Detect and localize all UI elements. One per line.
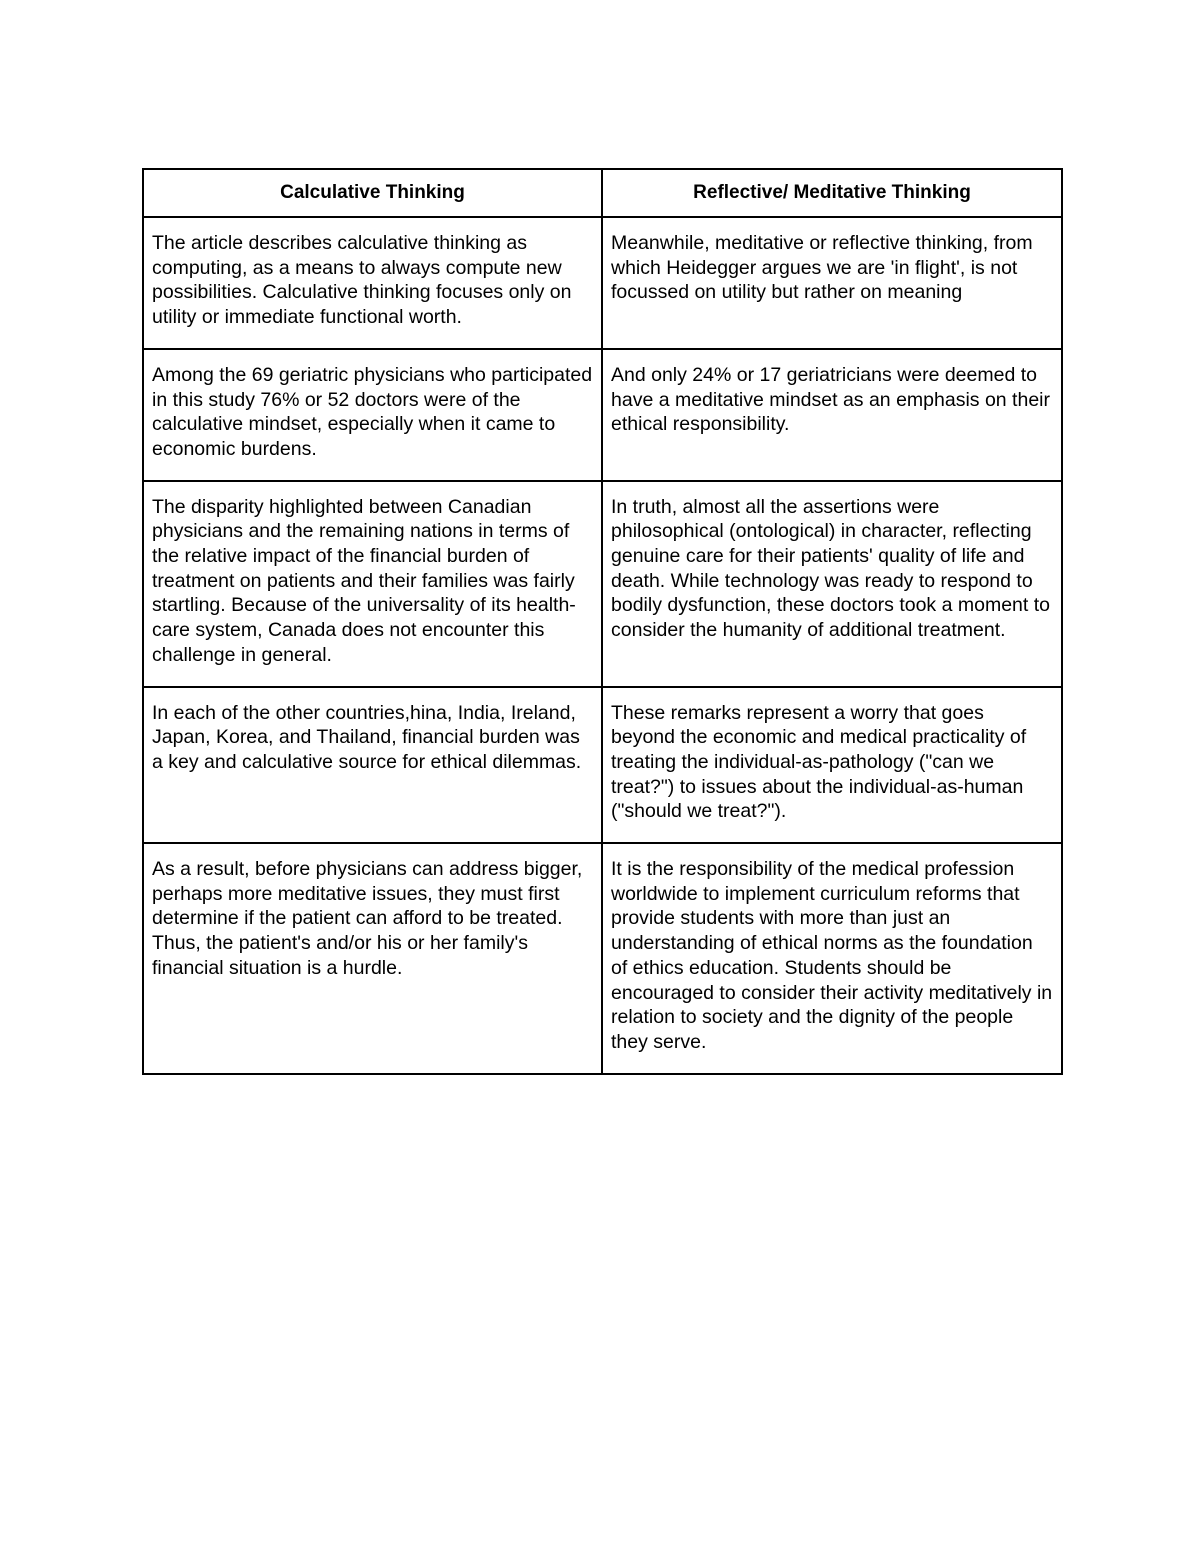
reflective-cell: Meanwhile, meditative or reflective thinking, from which Heidegger argues we are 'in flight', is not focussed on utility but rather on meaning — [602, 217, 1062, 349]
reflective-cell: And only 24% or 17 geriatricians were deemed to have a meditative mindset as an emphasis on their ethical responsibility. — [602, 349, 1062, 481]
reflective-cell: It is the responsibility of the medical profession worldwide to implement curriculum reforms that provide students with more than just an understanding of ethical norms as the foundation of ethics education. Students should be encouraged to consider their activity meditatively in relation to society and the dignity of the people they serve. — [602, 843, 1062, 1074]
comparison-table — [142, 168, 1063, 1075]
calculative-cell: The disparity highlighted between Canadian physicians and the remaining nations in terms of the relative impact of the financial burden of treatment on patients and their families was fairly startling. Because of the universality of its health-care system, Canada does not encounter this challenge in general. — [143, 481, 602, 687]
table-header-row — [143, 169, 1062, 217]
header-reflective-thinking: Reflective/ Meditative Thinking — [602, 169, 1062, 217]
table-row — [143, 843, 1062, 1074]
table-row — [143, 349, 1062, 481]
table-row — [143, 687, 1062, 844]
header-calculative-thinking: Calculative Thinking — [143, 169, 602, 217]
reflective-cell: In truth, almost all the assertions were philosophical (ontological) in character, reflecting genuine care for their patients' quality of life and death. While technology was ready to respond to bodily dysfunction, these doctors took a moment to consider the humanity of additional treatment. — [602, 481, 1062, 687]
calculative-cell: In each of the other countries,hina, India, Ireland, Japan, Korea, and Thailand, financial burden was a key and calculative source for ethical dilemmas. — [143, 687, 602, 844]
calculative-cell: The article describes calculative thinking as computing, as a means to always compute new possibilities. Calculative thinking focuses only on utility or immediate functional worth. — [143, 217, 602, 349]
table-row — [143, 481, 1062, 687]
table-row — [143, 217, 1062, 349]
reflective-cell: These remarks represent a worry that goes beyond the economic and medical practicality of treating the individual-as-pathology ("can we treat?") to issues about the individual-as-human ("should we treat?"). — [602, 687, 1062, 844]
calculative-cell: As a result, before physicians can address bigger, perhaps more meditative issues, they must first determine if the patient can afford to be treated. Thus, the patient's and/or his or her family's financial situation is a hurdle. — [143, 843, 602, 1074]
calculative-cell: Among the 69 geriatric physicians who participated in this study 76% or 52 doctors were of the calculative mindset, especially when it came to economic burdens. — [143, 349, 602, 481]
